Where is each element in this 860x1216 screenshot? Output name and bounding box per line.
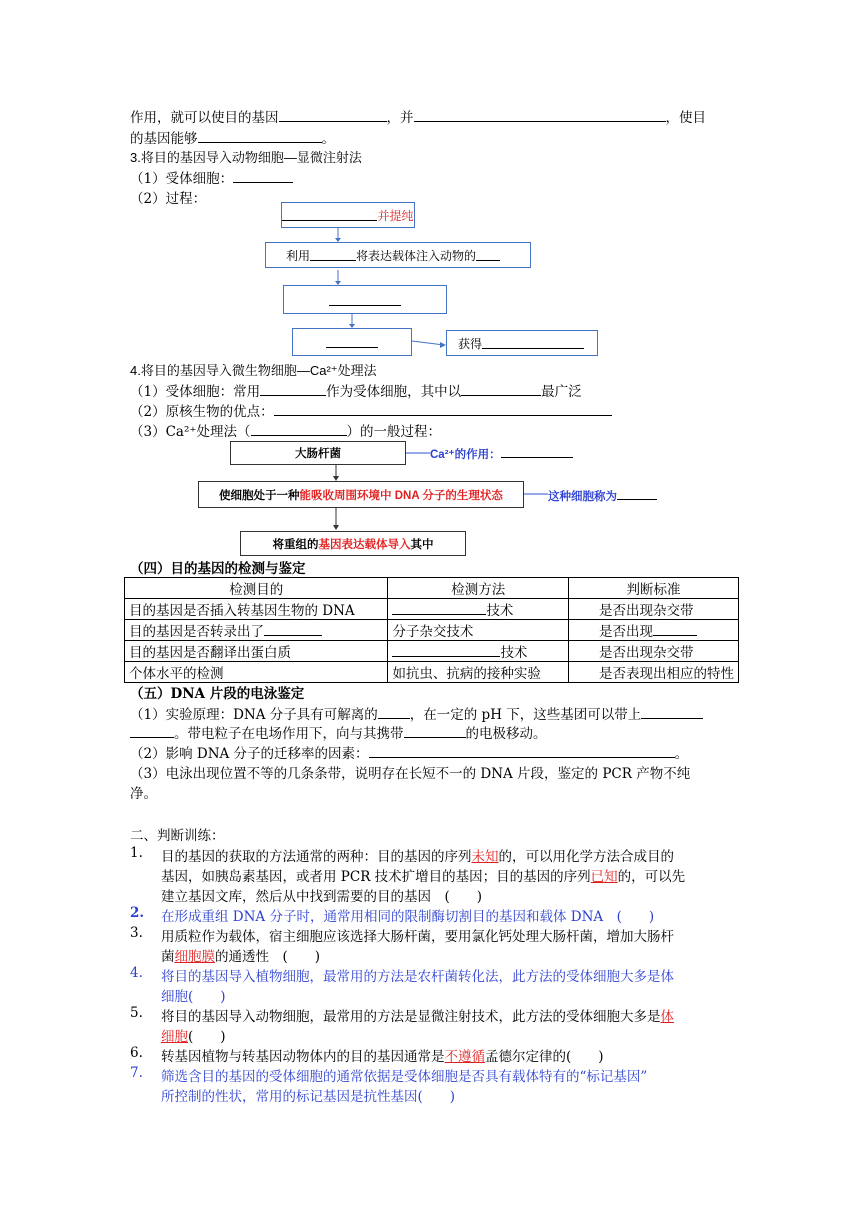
header-purpose: 检测目的 — [125, 578, 388, 599]
judge-item-1-line-1 — [161, 845, 674, 865]
blank[interactable] — [264, 621, 322, 636]
blank[interactable] — [653, 621, 697, 636]
judge-item-5-line-2 — [161, 1025, 226, 1045]
judge-item-6-num: 6. — [130, 1045, 143, 1061]
judge-item-1-line-3: 建立基因文库，然后从中找到需要的目的基因 ( ) — [161, 889, 483, 905]
label: （3）Ca²⁺处理法（ — [130, 424, 251, 440]
section-3-item-2: （2）过程： — [130, 191, 207, 207]
table-cell — [388, 599, 569, 620]
text: 菌 — [161, 949, 175, 965]
flow-4-note-2 — [548, 488, 657, 504]
judge-item-2-line-1: 在形成重组 DNA 分子时，通常用相同的限制酶切割目的基因和载体 DNA ( ) — [161, 909, 655, 925]
highlight: 未知 — [471, 849, 499, 865]
text: 将目的基因导入动物细胞，最常用的方法是显微注射技术，此方法的受体细胞大多是 — [161, 1009, 661, 1025]
table-cell — [125, 620, 388, 641]
box-5-text: 获得 — [458, 336, 483, 351]
text: 的电极移动。 — [465, 726, 547, 742]
judge-item-1-line-2 — [161, 865, 685, 885]
table-cell: 是否出现杂交带 — [569, 641, 739, 662]
intro-text-e: 。 — [321, 131, 335, 147]
label: （1）受体细胞：常用 — [130, 384, 261, 400]
text: 转基因植物与转基因动物体内的目的基因通常是 — [161, 1049, 445, 1065]
text: ，在一定的 pH 下，这些基团可以带上 — [409, 707, 642, 723]
blank[interactable] — [392, 642, 500, 657]
judge-item-4-line-1: 将目的基因导入植物细胞，最常用的方法是农杆菌转化法，此方法的受体细胞大多是体 — [161, 969, 674, 985]
text: 。带电粒子在电场作用下，向与其携带 — [174, 726, 404, 742]
judge-item-5-line-1 — [161, 1005, 674, 1025]
table-cell: 是否表现出相应的特性 — [569, 662, 739, 683]
label: ）的一般过程： — [346, 424, 442, 440]
section-five-p3-line2: 净。 — [130, 786, 157, 802]
text: （2）影响 DNA 分子的迁移率的因素： — [130, 746, 369, 762]
section-five-p2 — [130, 742, 688, 762]
table-row — [125, 599, 739, 620]
table-row — [125, 662, 739, 683]
judge-item-5-num: 5. — [130, 1005, 143, 1021]
label: （1）受体细胞： — [130, 171, 234, 187]
box-3-text-c: 其中 — [410, 538, 434, 551]
judge-item-2-num: 2. — [130, 905, 145, 921]
highlight: 不遵循 — [444, 1049, 485, 1065]
header-method: 检测方法 — [388, 578, 569, 599]
judge-item-7-line-1: 筛选含目的基因的受体细胞的通常依据是受体细胞是否具有载体特有的“标记基因” — [161, 1069, 648, 1085]
blank[interactable] — [641, 704, 703, 719]
cell-text: 目的基因是否转录出了 — [129, 624, 264, 640]
highlight: 已知 — [590, 869, 618, 885]
label: （2）原核生物的优点： — [130, 404, 274, 420]
intro-text-c: ，使目 — [665, 110, 706, 126]
section-five-title: （五）DNA 片段的电泳鉴定 — [130, 686, 305, 702]
table-row — [125, 641, 739, 662]
text: 孟德尔定律的( ) — [485, 1049, 604, 1065]
text: 目的基因的获取的方法通常的两种：目的基因的序列 — [161, 849, 472, 865]
judge-item-3-line-1: 用质粒作为载体，宿主细胞应该选择大肠杆菌，要用氯化钙处理大肠杆菌，增加大肠杆 — [161, 929, 674, 945]
section-3-title: 3.将目的基因导入动物细胞—显微注射法 — [130, 150, 362, 165]
label: 作为受体细胞，其中以 — [326, 384, 462, 400]
intro-text-b: ，并 — [386, 110, 414, 126]
judge-title: 二、判断训练： — [130, 828, 225, 844]
highlight: 细胞 — [161, 1029, 188, 1045]
text: （1）实验原理：DNA 分子具有可解离的 — [130, 707, 378, 723]
label: 最广泛 — [541, 384, 582, 400]
box-2-text-b: 将表达载体注入动物的 — [356, 248, 477, 263]
table-header-row — [125, 578, 739, 599]
text: 的通透性 ( ) — [215, 949, 321, 965]
blank[interactable] — [617, 489, 657, 500]
table-cell: 分子杂交技术 — [388, 620, 569, 641]
cell-text: 技术 — [486, 603, 514, 619]
judge-item-7-num: 7. — [130, 1065, 143, 1081]
blank[interactable] — [501, 447, 573, 458]
blank[interactable] — [404, 723, 466, 738]
box-2-text-a: 使细胞处于一种 — [219, 489, 300, 502]
text: 。 — [674, 746, 689, 762]
box-2-text-a: 利用 — [286, 248, 311, 263]
text: 的，可以先 — [617, 869, 686, 885]
table-cell — [569, 620, 739, 641]
judge-item-1-num: 1. — [130, 845, 143, 861]
table-cell: 目的基因是否插入转基因生物的 DNA — [125, 599, 388, 620]
text: 基因，如胰岛素基因，或者用 PCR 技术扩增目的基因；目的基因的序列 — [161, 869, 591, 885]
section-four-title: （四）目的基因的检测与鉴定 — [130, 561, 306, 576]
flow-4-box-2 — [198, 481, 524, 508]
section-five-p1-line1 — [130, 703, 703, 723]
section-4-title: 4.将目的基因导入微生物细胞—Ca²⁺处理法 — [130, 363, 377, 378]
box-1-text: 并提纯 — [377, 208, 414, 223]
judge-item-7-line-2: 所控制的性状，常用的标记基因是抗性基因( ) — [161, 1089, 456, 1105]
table-row — [125, 620, 739, 641]
table-cell: 个体水平的检测 — [125, 662, 388, 683]
intro-text-a: 作用，就可以使目的基因 — [130, 110, 279, 126]
judge-item-4-line-2: 细胞( ) — [161, 989, 226, 1005]
blank[interactable] — [378, 704, 410, 719]
flow-4-note-1 — [430, 446, 573, 462]
flow-4-box-1: 大肠杆菌 — [230, 441, 406, 465]
judge-item-4-num: 4. — [130, 965, 143, 981]
box-3-text-b: 基因表达载体导入 — [318, 538, 411, 551]
box-2-text-b: 能吸收周围环境中 DNA 分子的生理状态 — [299, 489, 503, 502]
table-cell — [388, 641, 569, 662]
flow-4-box-3 — [240, 531, 466, 556]
box-3-text-a: 将重组的 — [272, 538, 319, 551]
highlight: 细胞膜 — [174, 949, 215, 965]
flow-4-arrows — [0, 0, 860, 560]
section-five-p1-line2 — [130, 722, 547, 742]
judge-item-3-num: 3. — [130, 925, 143, 941]
table-cell: 如抗虫、抗病的接种实验 — [388, 662, 569, 683]
table-cell: 目的基因是否翻译出蛋白质 — [125, 641, 388, 662]
note-2-text: 这种细胞称为 — [548, 491, 617, 503]
blank[interactable] — [392, 600, 486, 615]
section-five-p3-line1: （3）电泳出现位置不等的几条条带，说明存在长短不一的 DNA 片段，鉴定的 PCR 产物不纯 — [130, 766, 691, 782]
judge-item-3-line-2 — [161, 945, 320, 965]
judge-item-6-line-1 — [161, 1045, 604, 1065]
blank[interactable] — [130, 723, 174, 738]
cell-text: 是否出现 — [599, 624, 653, 640]
table-cell: 是否出现杂交带 — [569, 599, 739, 620]
cell-text: 技术 — [500, 645, 528, 661]
highlight: 体 — [660, 1009, 674, 1025]
intro-text-d: 的基因能够 — [130, 131, 198, 147]
text: 的，可以用化学方法合成目的 — [498, 849, 674, 865]
detection-table — [124, 577, 739, 683]
note-1-text: Ca²⁺的作用： — [430, 449, 501, 461]
text: ( ) — [188, 1029, 226, 1045]
blank[interactable] — [369, 743, 675, 758]
header-criteria: 判断标准 — [569, 578, 739, 599]
